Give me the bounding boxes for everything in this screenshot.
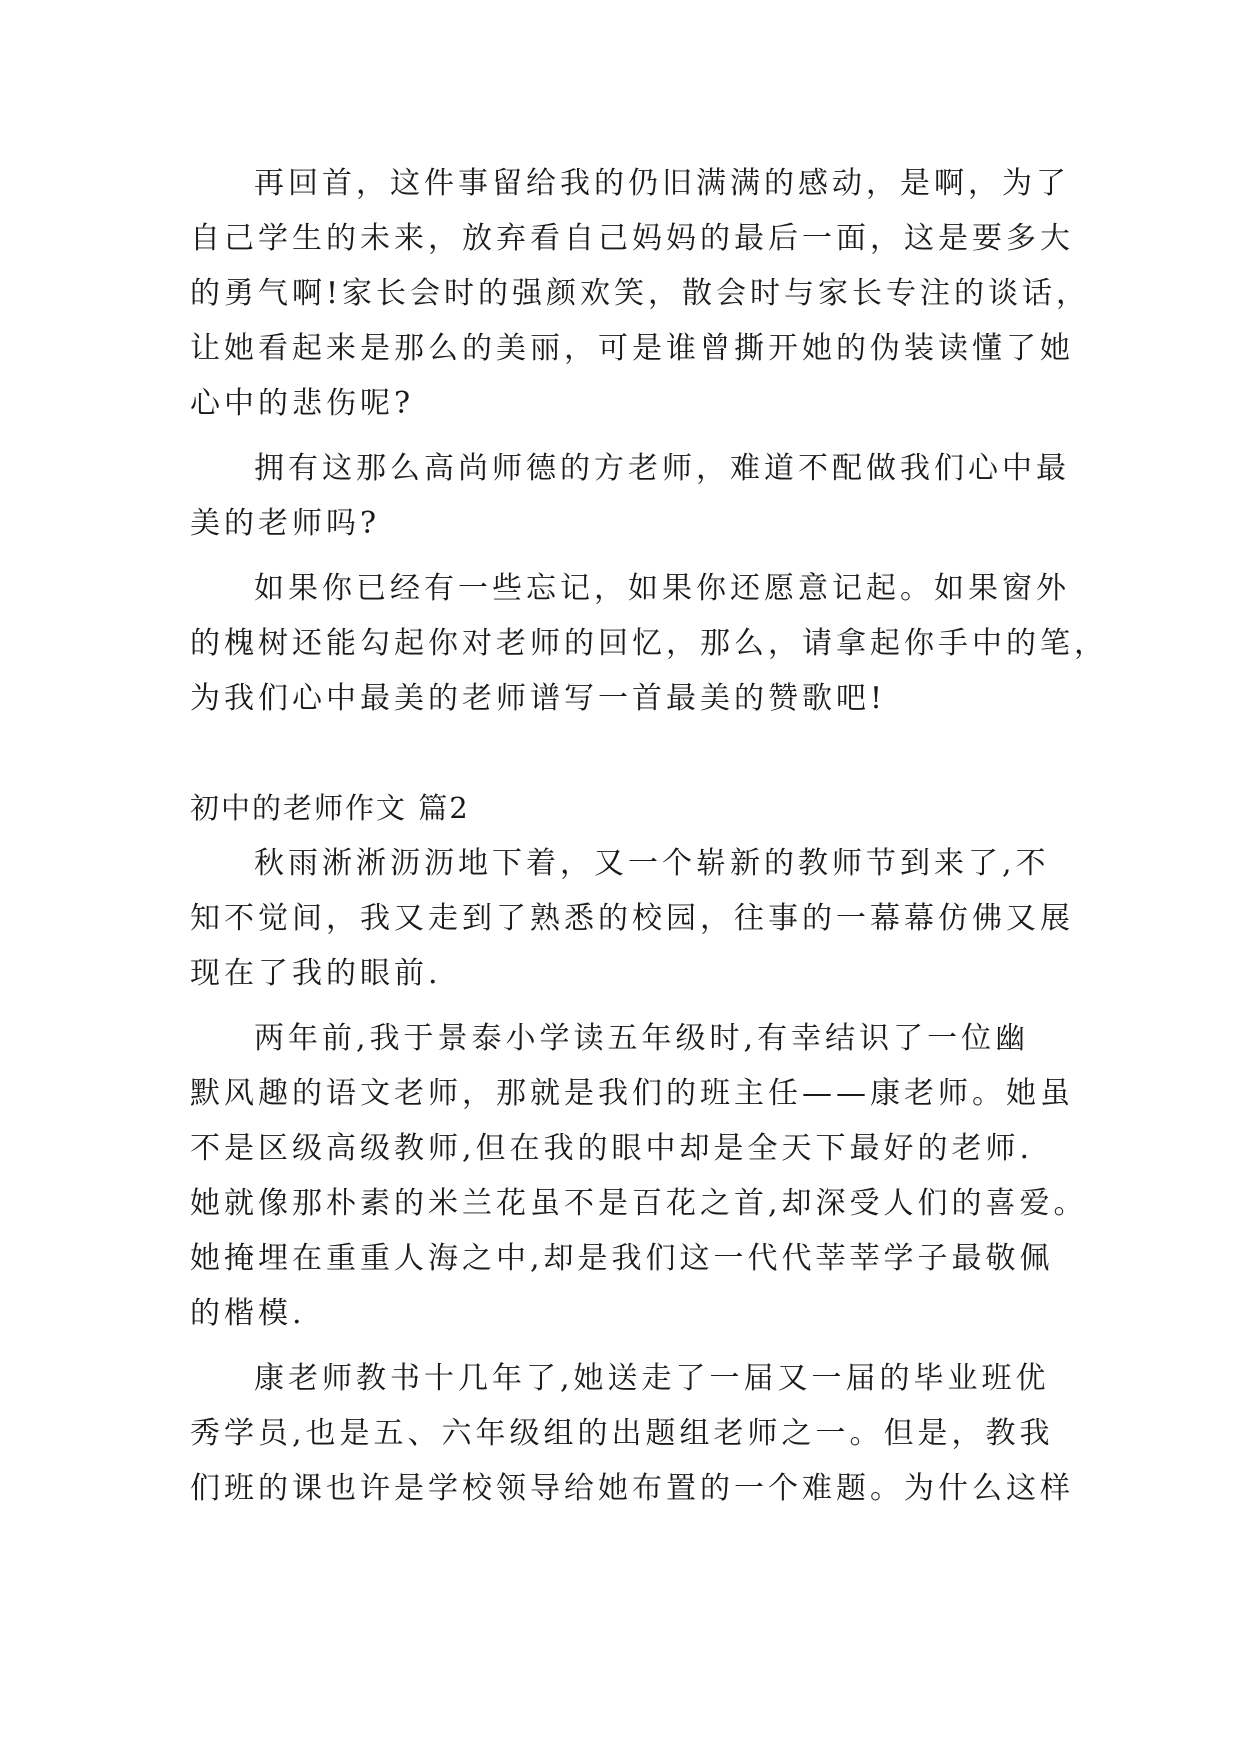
text-line: 心中的悲伤呢?: [190, 386, 415, 421]
section-paragraph-3: [190, 1351, 1074, 1516]
text-line: 秋雨淅淅沥沥地下着，又一个崭新的教师节到来了,不: [254, 846, 1050, 881]
text-line: 秀学员,也是五、六年级组的出题组老师之一。但是，教我: [190, 1416, 1054, 1451]
section-heading: 初中的老师作文 篇2: [190, 791, 470, 825]
text-line: 不是区级高级教师,但在我的眼中却是全天下最好的老师.: [190, 1131, 1034, 1166]
section-paragraph-2: [190, 1011, 1088, 1341]
paragraph-1: [190, 156, 1091, 431]
text-line: 默风趣的语文老师，那就是我们的班主任——康老师。她虽: [190, 1076, 1074, 1111]
document-page: [190, 156, 1108, 1516]
text-line: 她就像那朴素的米兰花虽不是百花之首,却深受人们的喜爱。: [190, 1186, 1088, 1221]
text-line: 的勇气啊!家长会时的强颜欢笑，散会时与家长专注的谈话，: [190, 276, 1091, 311]
text-line: 美的老师吗?: [190, 506, 381, 541]
text-line: 再回首，这件事留给我的仍旧满满的感动，是啊，为了: [254, 166, 1070, 201]
text-line: 她掩埋在重重人海之中,却是我们这一代代莘莘学子最敬佩: [190, 1241, 1054, 1276]
text-line: 自己学生的未来，放弃看自己妈妈的最后一面，这是要多大: [190, 221, 1074, 256]
text-line: 康老师教书十几年了,她送走了一届又一届的毕业班优: [254, 1361, 1050, 1396]
text-line: 拥有这那么高尚师德的方老师，难道不配做我们心中最: [254, 451, 1070, 486]
text-line: 的楷模.: [190, 1296, 306, 1331]
section-paragraph-1: [190, 836, 1074, 1001]
text-line: 现在了我的眼前.: [190, 956, 442, 991]
text-line: 为我们心中最美的老师谱写一首最美的赞歌吧!: [190, 681, 887, 716]
text-line: 让她看起来是那么的美丽，可是谁曾撕开她的伪装读懂了她: [190, 331, 1074, 366]
paragraph-2: [190, 441, 1070, 551]
text-line: 知不觉间，我又走到了熟悉的校园，往事的一幕幕仿佛又展: [190, 901, 1074, 936]
text-line: 两年前,我于景泰小学读五年级时,有幸结识了一位幽: [254, 1021, 1030, 1056]
text-line: 们班的课也许是学校领导给她布置的一个难题。为什么这样: [190, 1471, 1074, 1506]
text-line: 的槐树还能勾起你对老师的回忆，那么，请拿起你手中的笔，: [190, 626, 1108, 661]
paragraph-3: [190, 561, 1108, 726]
text-line: 如果你已经有一些忘记，如果你还愿意记起。如果窗外: [254, 571, 1070, 606]
